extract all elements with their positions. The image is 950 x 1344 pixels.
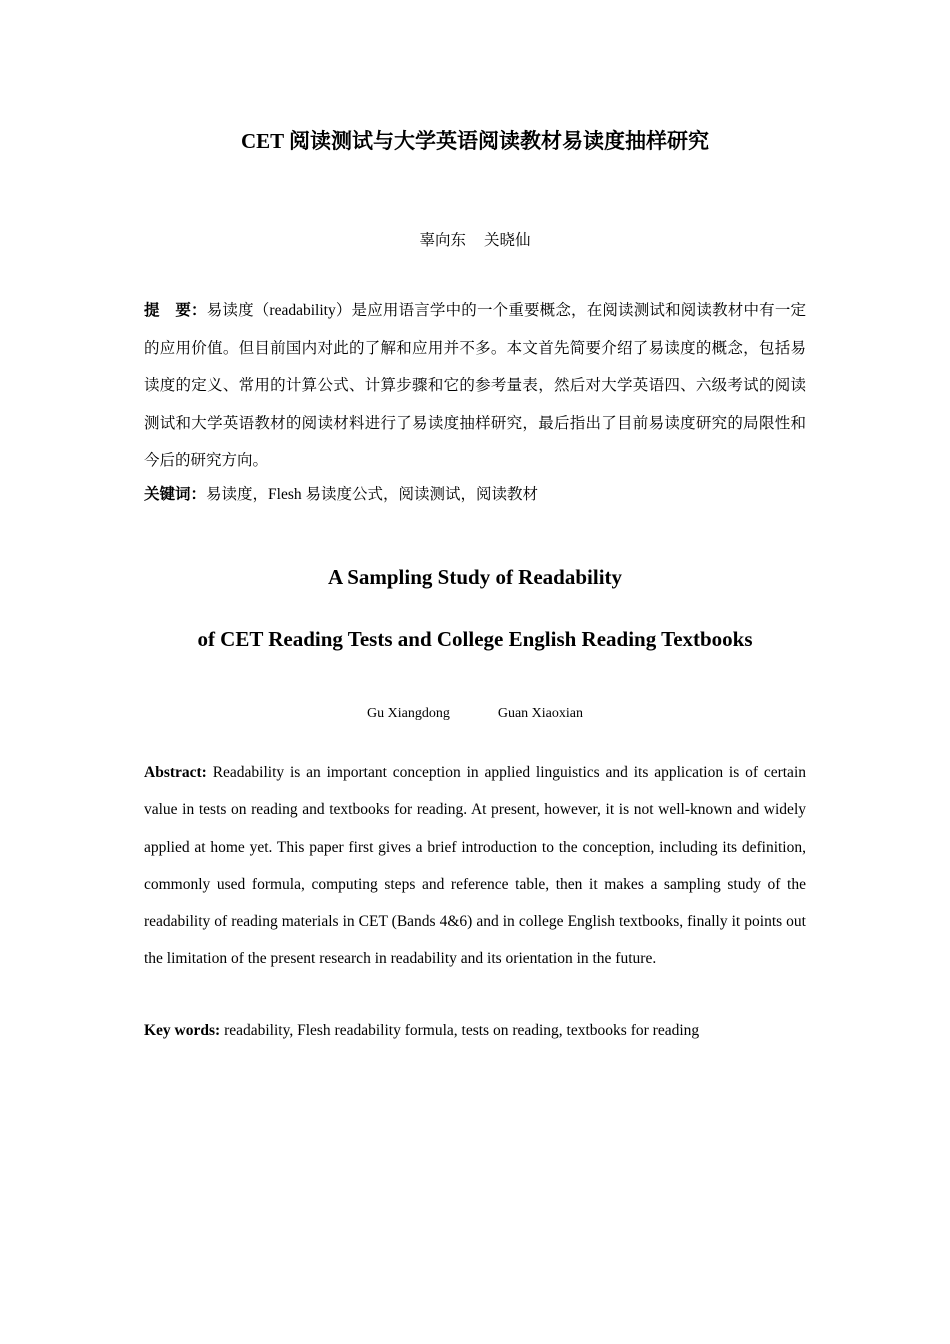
chinese-keywords-text: 易读度，Flesh 易读度公式，阅读测试，阅读教材 — [206, 486, 538, 503]
chinese-keywords-label: 关键词： — [144, 486, 207, 503]
chinese-abstract-label: 提 要： — [144, 302, 207, 319]
english-keywords-label: Key words: — [144, 1022, 221, 1039]
english-author-2: Guan Xiaoxian — [497, 706, 583, 721]
chinese-abstract — [144, 292, 806, 480]
english-title-line-1: A Sampling Study of Readability — [327, 565, 623, 589]
english-abstract — [144, 754, 806, 978]
english-authors — [0, 704, 950, 724]
english-keywords — [144, 1019, 806, 1043]
english-keywords-text: readability, Flesh readability formula, tests on reading, textbooks for reading — [224, 1022, 700, 1039]
chinese-title: CET 阅读测试与大学英语阅读教材易读度抽样研究 — [240, 129, 710, 153]
english-abstract-label: Abstract: — [144, 764, 207, 781]
chinese-author-2: 关晓仙 — [484, 232, 531, 249]
chinese-abstract-text: 易读度（readability）是应用语言学中的一个重要概念，在阅读测试和阅读教材中有一定的应用价值。但目前国内对此的了解和应用并不多。本文首先简要介绍了易读度的概念，包括易读度的定义、常用的计算公式、计算步骤和它的参考量表，然后对大学英语四、六级考试的阅读测试和大学英语教材的阅读材料进行了易读度抽样研究，最后指出了目前易读度研究的局限性和今后的研究方向。 — [144, 302, 806, 469]
english-author-1: Gu Xiangdong — [367, 706, 450, 721]
english-abstract-text: Readability is an important conception in applied linguistics and its application is of certain value in tests on reading and textbooks for reading. At present, however, it is not well-known and widely applied at home yet. This paper first gives a brief introduction to the conception, including its definition, commonly used formula, computing steps and reference table, then it makes a sampling study of the readability of reading materials in CET (Bands 4&6) and in college English textbooks, finally it points out the limitation of the present research in readability and its orientation in the future. — [144, 764, 806, 968]
english-title-line-2: of CET Reading Tests and College English Reading Textbooks — [197, 627, 753, 651]
chinese-author-1: 辜向东 — [419, 232, 466, 249]
chinese-keywords — [144, 482, 806, 508]
chinese-authors — [0, 230, 950, 252]
